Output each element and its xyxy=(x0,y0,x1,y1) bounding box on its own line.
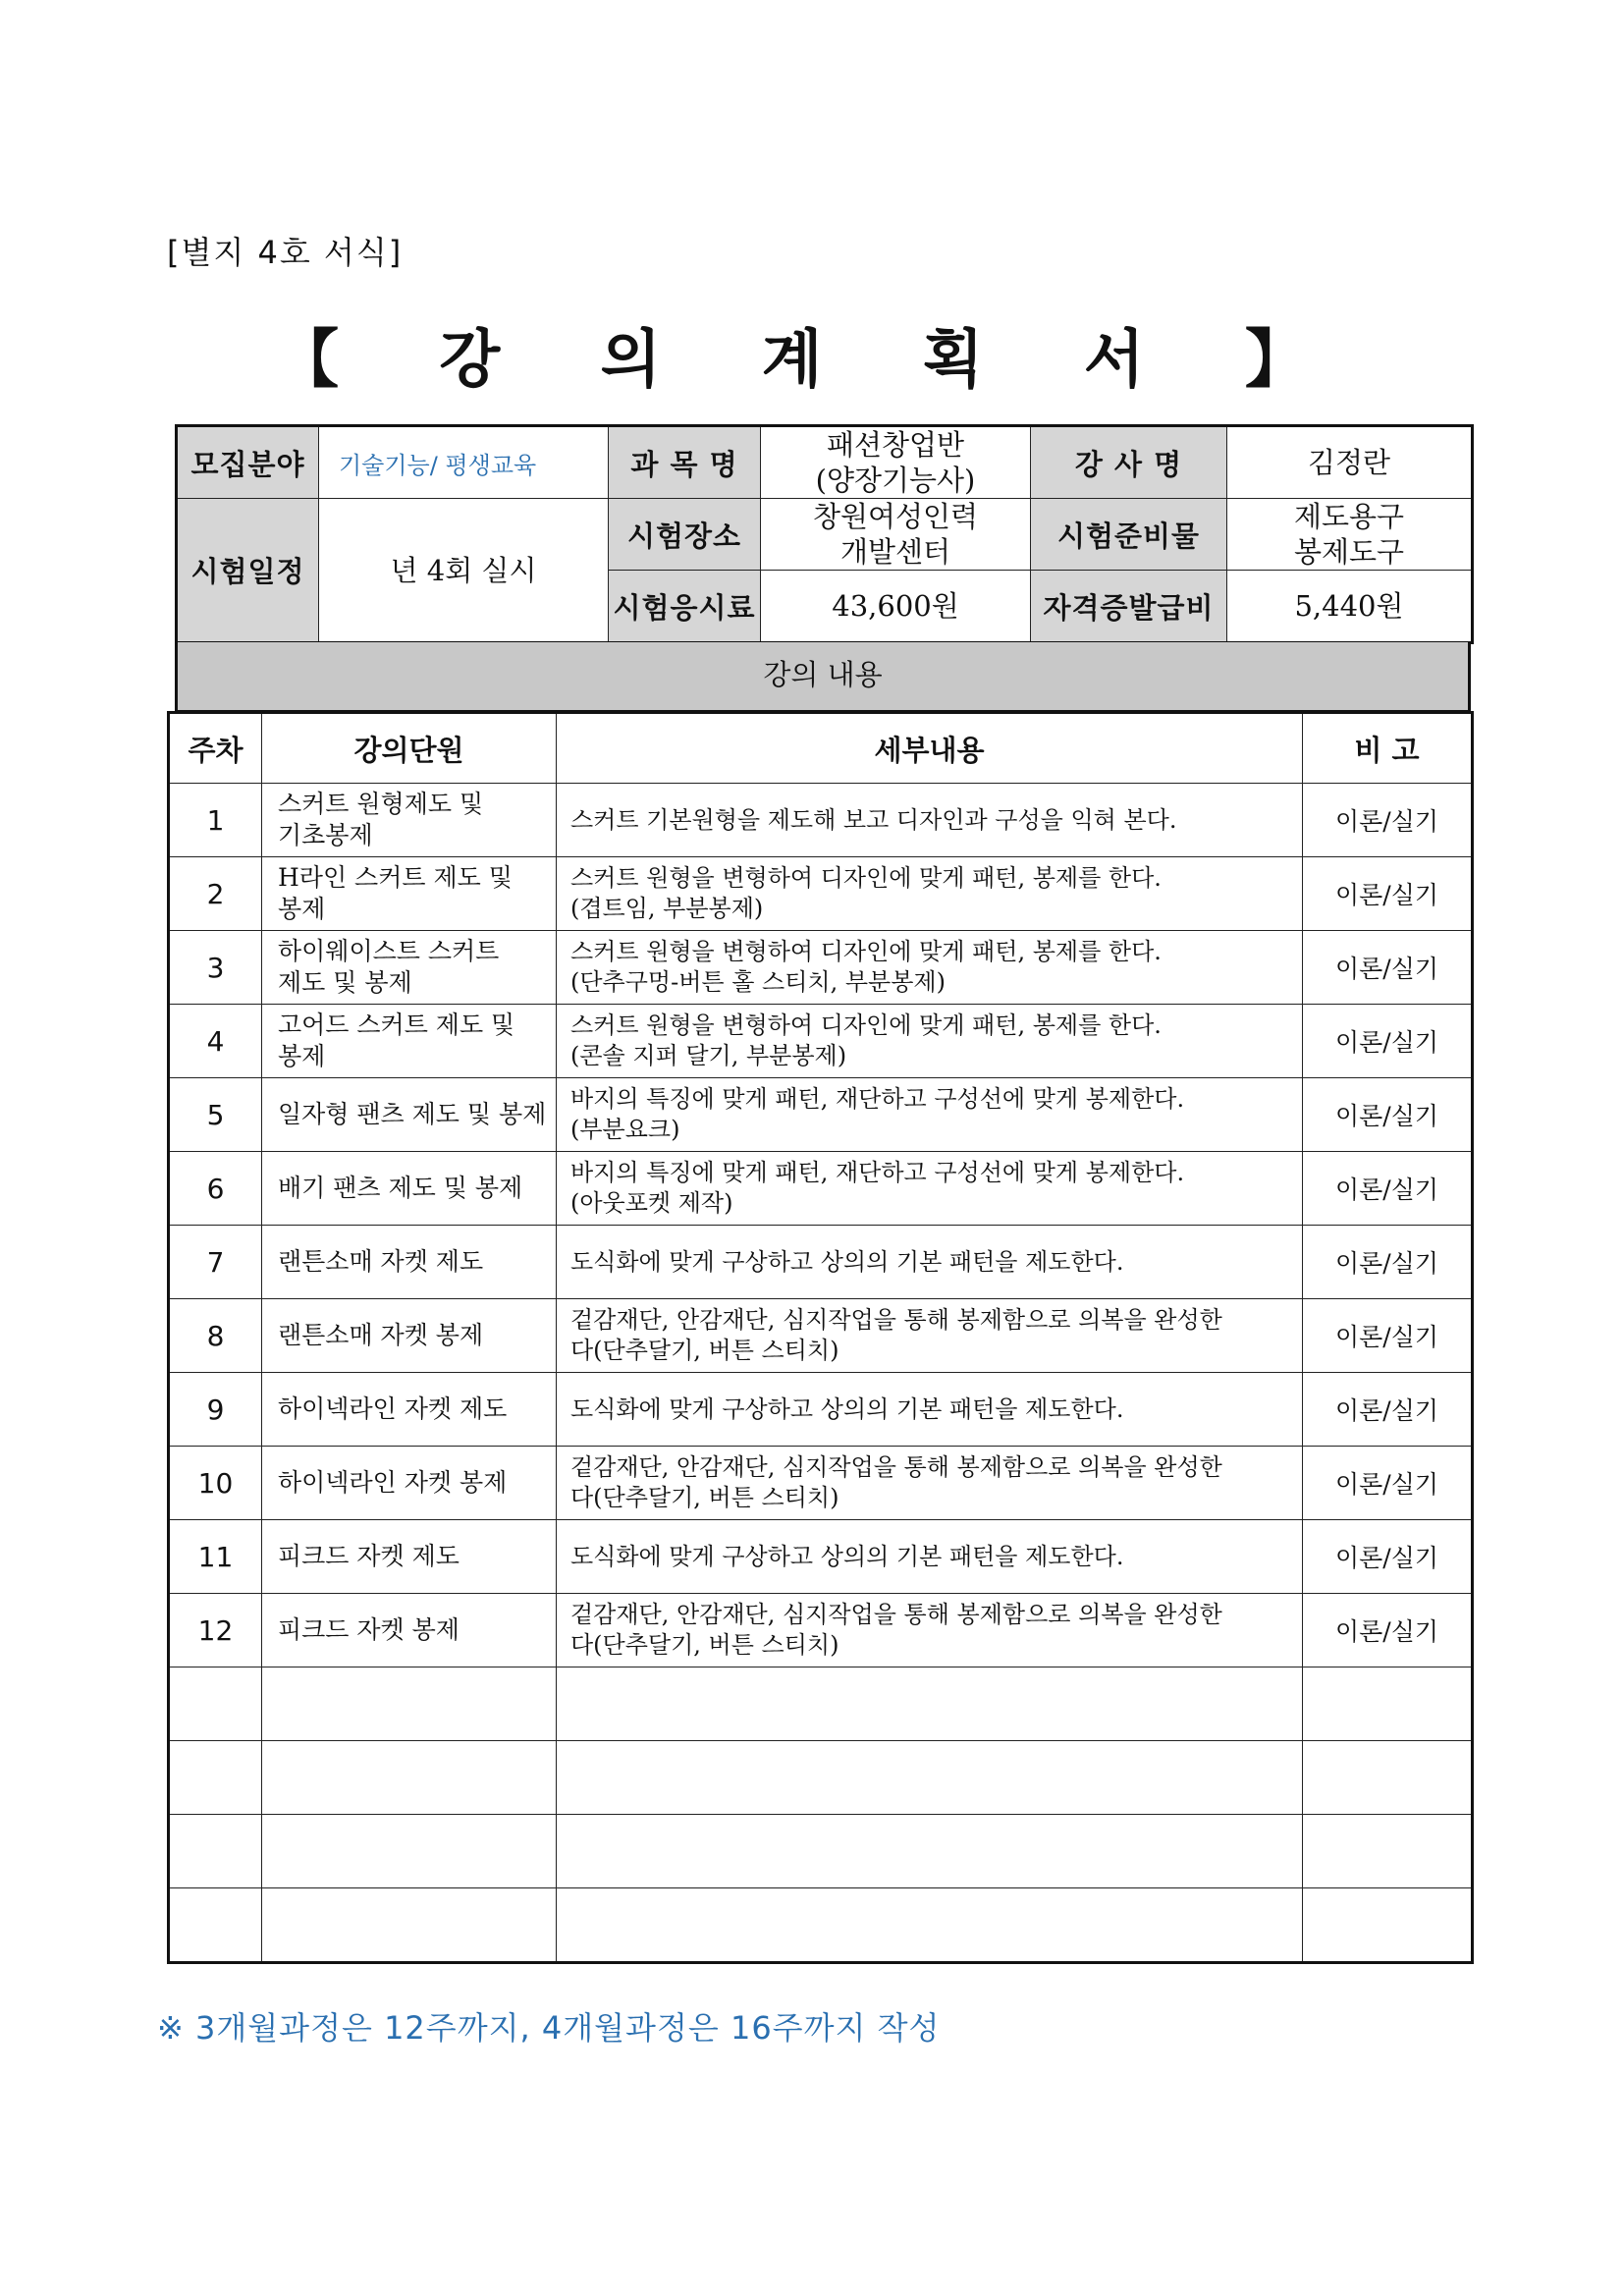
document-title: 【 강 의 계 획 서 】 xyxy=(276,324,1347,397)
empty-cell xyxy=(262,1741,557,1815)
note-cell: 이론/실기 xyxy=(1303,1078,1473,1152)
note-cell: 이론/실기 xyxy=(1303,1594,1473,1667)
empty-cell xyxy=(262,1815,557,1888)
table-row xyxy=(169,1005,1473,1078)
detail-cell: 바지의 특징에 맞게 패턴, 재단하고 구성선에 맞게 봉제한다. (아웃포켓 제작) xyxy=(557,1152,1303,1226)
detail-cell: 도식화에 맞게 구상하고 상의의 기본 패턴을 제도한다. xyxy=(557,1373,1303,1447)
recruit-field-value: 기술기능/ 평생교육 xyxy=(319,426,609,499)
detail-cell: 바지의 특징에 맞게 패턴, 재단하고 구성선에 맞게 봉제한다. (부분요크) xyxy=(557,1078,1303,1152)
detail-cell: 도식화에 맞게 구상하고 상의의 기본 패턴을 제도한다. xyxy=(557,1520,1303,1594)
week-cell: 12 xyxy=(169,1594,262,1667)
week-cell: 9 xyxy=(169,1373,262,1447)
note-cell: 이론/실기 xyxy=(1303,1520,1473,1594)
header-unit: 강의단원 xyxy=(262,713,557,784)
exam-materials-value: 제도용구 봉제도구 xyxy=(1227,499,1473,571)
detail-cell: 스커트 기본원형을 제도해 보고 디자인과 구성을 익혀 본다. xyxy=(557,784,1303,857)
note-cell: 이론/실기 xyxy=(1303,1152,1473,1226)
recruit-field-label: 모집분야 xyxy=(177,426,319,499)
table-row xyxy=(169,1520,1473,1594)
table-row xyxy=(169,1078,1473,1152)
header-detail: 세부내용 xyxy=(557,713,1303,784)
week-cell: 6 xyxy=(169,1152,262,1226)
week-cell: 10 xyxy=(169,1447,262,1520)
table-row xyxy=(169,1594,1473,1667)
unit-cell: 하이넥라인 자켓 제도 xyxy=(262,1373,557,1447)
instructor-value: 김정란 xyxy=(1227,426,1473,499)
table-row xyxy=(169,1447,1473,1520)
note-cell: 이론/실기 xyxy=(1303,1005,1473,1078)
empty-cell xyxy=(169,1888,262,1963)
header-week: 주차 xyxy=(169,713,262,784)
note-cell: 이론/실기 xyxy=(1303,857,1473,931)
header-note: 비 고 xyxy=(1303,713,1473,784)
note-cell: 이론/실기 xyxy=(1303,1226,1473,1299)
empty-cell xyxy=(262,1888,557,1963)
instructor-label: 강 사 명 xyxy=(1031,426,1227,499)
week-cell: 8 xyxy=(169,1299,262,1373)
empty-cell xyxy=(1303,1888,1473,1963)
detail-cell: 도식화에 맞게 구상하고 상의의 기본 패턴을 제도한다. xyxy=(557,1226,1303,1299)
note-cell: 이론/실기 xyxy=(1303,1299,1473,1373)
cert-fee-label: 자격증발급비 xyxy=(1031,571,1227,643)
unit-cell: 피크드 자켓 봉제 xyxy=(262,1594,557,1667)
table-row xyxy=(169,1226,1473,1299)
table-header-row xyxy=(169,713,1473,784)
table-row xyxy=(169,1152,1473,1226)
week-cell: 3 xyxy=(169,931,262,1005)
detail-cell: 스커트 원형을 변형하여 디자인에 맞게 패턴, 봉제를 한다. (단추구멍-버튼 홀 스티치, 부분봉제) xyxy=(557,931,1303,1005)
note-cell: 이론/실기 xyxy=(1303,784,1473,857)
week-cell: 11 xyxy=(169,1520,262,1594)
week-cell: 1 xyxy=(169,784,262,857)
form-label: [별지 4호 서식] xyxy=(167,234,404,271)
detail-cell: 겉감재단, 안감재단, 심지작업을 통해 봉제함으로 의복을 완성한 다(단추달기, 버튼 스티치) xyxy=(557,1594,1303,1667)
exam-schedule-value: 년 4회 실시 xyxy=(319,499,609,643)
table-row xyxy=(169,1299,1473,1373)
week-cell: 4 xyxy=(169,1005,262,1078)
unit-cell: 하이웨이스트 스커트 제도 및 봉제 xyxy=(262,931,557,1005)
lecture-table xyxy=(167,711,1474,1964)
empty-cell xyxy=(1303,1815,1473,1888)
detail-cell: 스커트 원형을 변형하여 디자인에 맞게 패턴, 봉제를 한다. (콘솔 지퍼 달기, 부분봉제) xyxy=(557,1005,1303,1078)
empty-cell xyxy=(169,1667,262,1741)
empty-cell xyxy=(262,1667,557,1741)
cert-fee-value: 5,440원 xyxy=(1227,571,1473,643)
exam-place-value: 창원여성인력 개발센터 xyxy=(761,499,1031,571)
empty-table-row xyxy=(169,1815,1473,1888)
empty-cell xyxy=(1303,1667,1473,1741)
unit-cell: 일자형 팬츠 제도 및 봉제 xyxy=(262,1078,557,1152)
week-cell: 7 xyxy=(169,1226,262,1299)
unit-cell: 피크드 자켓 제도 xyxy=(262,1520,557,1594)
week-cell: 2 xyxy=(169,857,262,931)
exam-fee-value: 43,600원 xyxy=(761,571,1031,643)
week-cell: 5 xyxy=(169,1078,262,1152)
note-cell: 이론/실기 xyxy=(1303,1373,1473,1447)
subject-label: 과 목 명 xyxy=(609,426,761,499)
detail-cell: 겉감재단, 안감재단, 심지작업을 통해 봉제함으로 의복을 완성한 다(단추달기, 버튼 스티치) xyxy=(557,1447,1303,1520)
unit-cell: H라인 스커트 제도 및 봉제 xyxy=(262,857,557,931)
detail-cell: 겉감재단, 안감재단, 심지작업을 통해 봉제함으로 의복을 완성한 다(단추달기, 버튼 스티치) xyxy=(557,1299,1303,1373)
exam-materials-label: 시험준비물 xyxy=(1031,499,1227,571)
note-cell: 이론/실기 xyxy=(1303,931,1473,1005)
exam-schedule-label: 시험일정 xyxy=(177,499,319,643)
empty-cell xyxy=(557,1741,1303,1815)
empty-cell xyxy=(557,1815,1303,1888)
unit-cell: 랜튼소매 자켓 제도 xyxy=(262,1226,557,1299)
empty-cell xyxy=(557,1667,1303,1741)
unit-cell: 하이넥라인 자켓 봉제 xyxy=(262,1447,557,1520)
subject-value: 패션창업반 (양장기능사) xyxy=(761,426,1031,499)
empty-cell xyxy=(1303,1741,1473,1815)
course-info-table xyxy=(175,424,1474,644)
note-cell: 이론/실기 xyxy=(1303,1447,1473,1520)
detail-cell: 스커트 원형을 변형하여 디자인에 맞게 패턴, 봉제를 한다. (겹트임, 부분봉제) xyxy=(557,857,1303,931)
section-title: 강의 내용 xyxy=(175,642,1471,713)
empty-cell xyxy=(557,1888,1303,1963)
empty-table-row xyxy=(169,1888,1473,1963)
empty-cell xyxy=(169,1741,262,1815)
exam-fee-label: 시험응시료 xyxy=(609,571,761,643)
unit-cell: 고어드 스커트 제도 및 봉제 xyxy=(262,1005,557,1078)
unit-cell: 랜튼소매 자켓 봉제 xyxy=(262,1299,557,1373)
exam-place-label: 시험장소 xyxy=(609,499,761,571)
table-row xyxy=(169,931,1473,1005)
unit-cell: 배기 팬츠 제도 및 봉제 xyxy=(262,1152,557,1226)
table-row xyxy=(169,784,1473,857)
table-row xyxy=(169,1373,1473,1447)
footer-note: ※ 3개월과정은 12주까지, 4개월과정은 16주까지 작성 xyxy=(157,2009,941,2047)
empty-cell xyxy=(169,1815,262,1888)
table-row xyxy=(169,857,1473,931)
unit-cell: 스커트 원형제도 및 기초봉제 xyxy=(262,784,557,857)
empty-table-row xyxy=(169,1741,1473,1815)
empty-table-row xyxy=(169,1667,1473,1741)
